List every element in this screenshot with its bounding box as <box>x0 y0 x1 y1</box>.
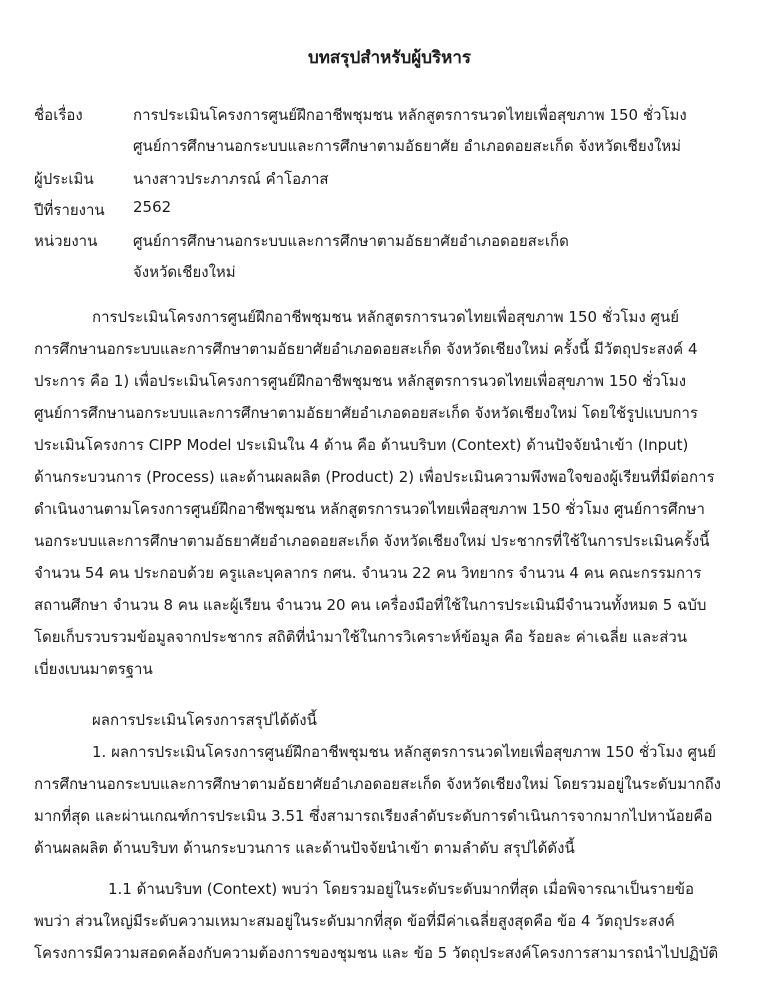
paragraph-line: ศูนย์การศึกษานอกระบบและการศึกษาตามอัธยาศัยอำเภอดอยสะเก็ด จังหวัดเชียงใหม่ โดยใช้รูปแบบการ <box>34 404 698 422</box>
subject-line-2: ศูนย์การศึกษานอกระบบและการศึกษาตามอัธยาศัย อำเภอดอยสะเก็ด จังหวัดเชียงใหม่ <box>133 137 682 155</box>
subject-line-1: การประเมินโครงการศูนย์ฝึกอาชีพชุมชน หลักสูตรการนวดไทยเพื่อสุขภาพ 150 ชั่วโมง <box>133 106 687 124</box>
paragraph-line: ประเมินโครงการ CIPP Model ประเมินใน 4 ด้าน คือ ด้านบริบท (Context) ด้านปัจจัยนำเข้า (Input) <box>34 436 689 454</box>
paragraph-line: 1. ผลการประเมินโครงการศูนย์ฝึกอาชีพชุมชน หลักสูตรการนวดไทยเพื่อสุขภาพ 150 ชั่วโมง ศูนย์ <box>92 743 717 761</box>
evaluator-label: ผู้ประเมิน <box>34 170 94 188</box>
results-heading: ผลการประเมินโครงการสรุปได้ดังนี้ <box>92 711 317 729</box>
paragraph-line: เบี่ยงเบนมาตรฐาน <box>34 660 153 678</box>
paragraph-line: โดยเก็บรวบรวมข้อมูลจากประชากร สถิติที่นำมาใช้ในการวิเคราะห์ข้อมูล คือ ร้อยละ ค่าเฉลี่ย และส่วน <box>34 628 688 646</box>
paragraph-line: ประการ คือ 1) เพื่อประเมินโครงการศูนย์ฝึกอาชีพชุมชน หลักสูตรการนวดไทยเพื่อสุขภาพ 150 ชั่วโมง <box>34 372 687 390</box>
year-value: 2562 <box>133 198 172 216</box>
paragraph-line: ด้านผลผลิต ด้านบริบท ด้านกระบวนการ และด้านปัจจัยนำเข้า ตามลำดับ สรุปได้ดังนี้ <box>34 839 575 857</box>
paragraph-line: การศึกษานอกระบบและการศึกษาตามอัธยาศัยอำเภอดอยสะเก็ด จังหวัดเชียงใหม่ ครั้งนี้ มีวัตถุประสงค์ 4 <box>34 340 698 358</box>
year-label: ปีที่รายงาน <box>34 201 105 219</box>
agency-line-2: จังหวัดเชียงใหม่ <box>133 263 236 281</box>
paragraph-line: พบว่า ส่วนใหญ่มีระดับความเหมาะสมอยู่ในระดับมากที่สุด ข้อที่มีค่าเฉลี่ยสูงสุดคือ ข้อ 4 วัตถุประสงค์ <box>34 912 675 930</box>
paragraph-line: จำนวน 54 คน ประกอบด้วย ครูและบุคลากร กศน. จำนวน 22 คน วิทยากร จำนวน 4 คน คณะกรรมการ <box>34 564 702 582</box>
paragraph-line: การศึกษานอกระบบและการศึกษาตามอัธยาศัยอำเภอดอยสะเก็ด จังหวัดเชียงใหม่ โดยรวมอยู่ในระดับมากถึง <box>34 775 721 793</box>
agency-line-1: ศูนย์การศึกษานอกระบบและการศึกษาตามอัธยาศัยอำเภอดอยสะเก็ด <box>133 232 569 250</box>
paragraph-line: การประเมินโครงการศูนย์ฝึกอาชีพชุมชน หลักสูตรการนวดไทยเพื่อสุขภาพ 150 ชั่วโมง ศูนย์ <box>92 308 680 326</box>
agency-label: หน่วยงาน <box>34 232 98 250</box>
document-title: บทสรุปสำหรับผู้บริหาร <box>307 48 472 68</box>
paragraph-line: 1.1 ด้านบริบท (Context) พบว่า โดยรวมอยู่ในระดับระดับมากที่สุด เมื่อพิจารณาเป็นรายข้อ <box>108 880 695 898</box>
paragraph-line: มากที่สุด และผ่านเกณฑ์การประเมิน 3.51 ซึ่งสามารถเรียงลำดับระดับการดำเนินการจากมากไปหาน้อยคือ <box>34 807 713 825</box>
paragraph-line: นอกระบบและการศึกษาตามอัธยาศัยอำเภอดอยสะเก็ด จังหวัดเชียงใหม่ ประชากรที่ใช้ในการประเมินครั้งนี้ <box>34 532 710 550</box>
paragraph-line: ดำเนินงานตามโครงการศูนย์ฝึกอาชีพชุมชน หลักสูตรการนวดไทยเพื่อสุขภาพ 150 ชั่วโมง ศูนย์การศึกษา <box>34 500 705 518</box>
paragraph-line: ด้านกระบวนการ (Process) และด้านผลผลิต (Product) 2) เพื่อประเมินความพึงพอใจของผู้เรียนที่มีต่อการ <box>34 468 715 486</box>
evaluator-value: นางสาวประภาภรณ์ คำโอภาส <box>133 170 329 188</box>
paragraph-line: โครงการมีความสอดคล้องกับความต้องการของชุมชน และ ข้อ 5 วัตถุประสงค์โครงการสามารถนำไปปฏิบัติ <box>34 944 719 962</box>
paragraph-line: สถานศึกษา จำนวน 8 คน และผู้เรียน จำนวน 20 คน เครื่องมือที่ใช้ในการประเมินมีจำนวนทั้งหมด 5 ฉบับ <box>34 596 707 614</box>
subject-label: ชื่อเรื่อง <box>34 106 83 124</box>
